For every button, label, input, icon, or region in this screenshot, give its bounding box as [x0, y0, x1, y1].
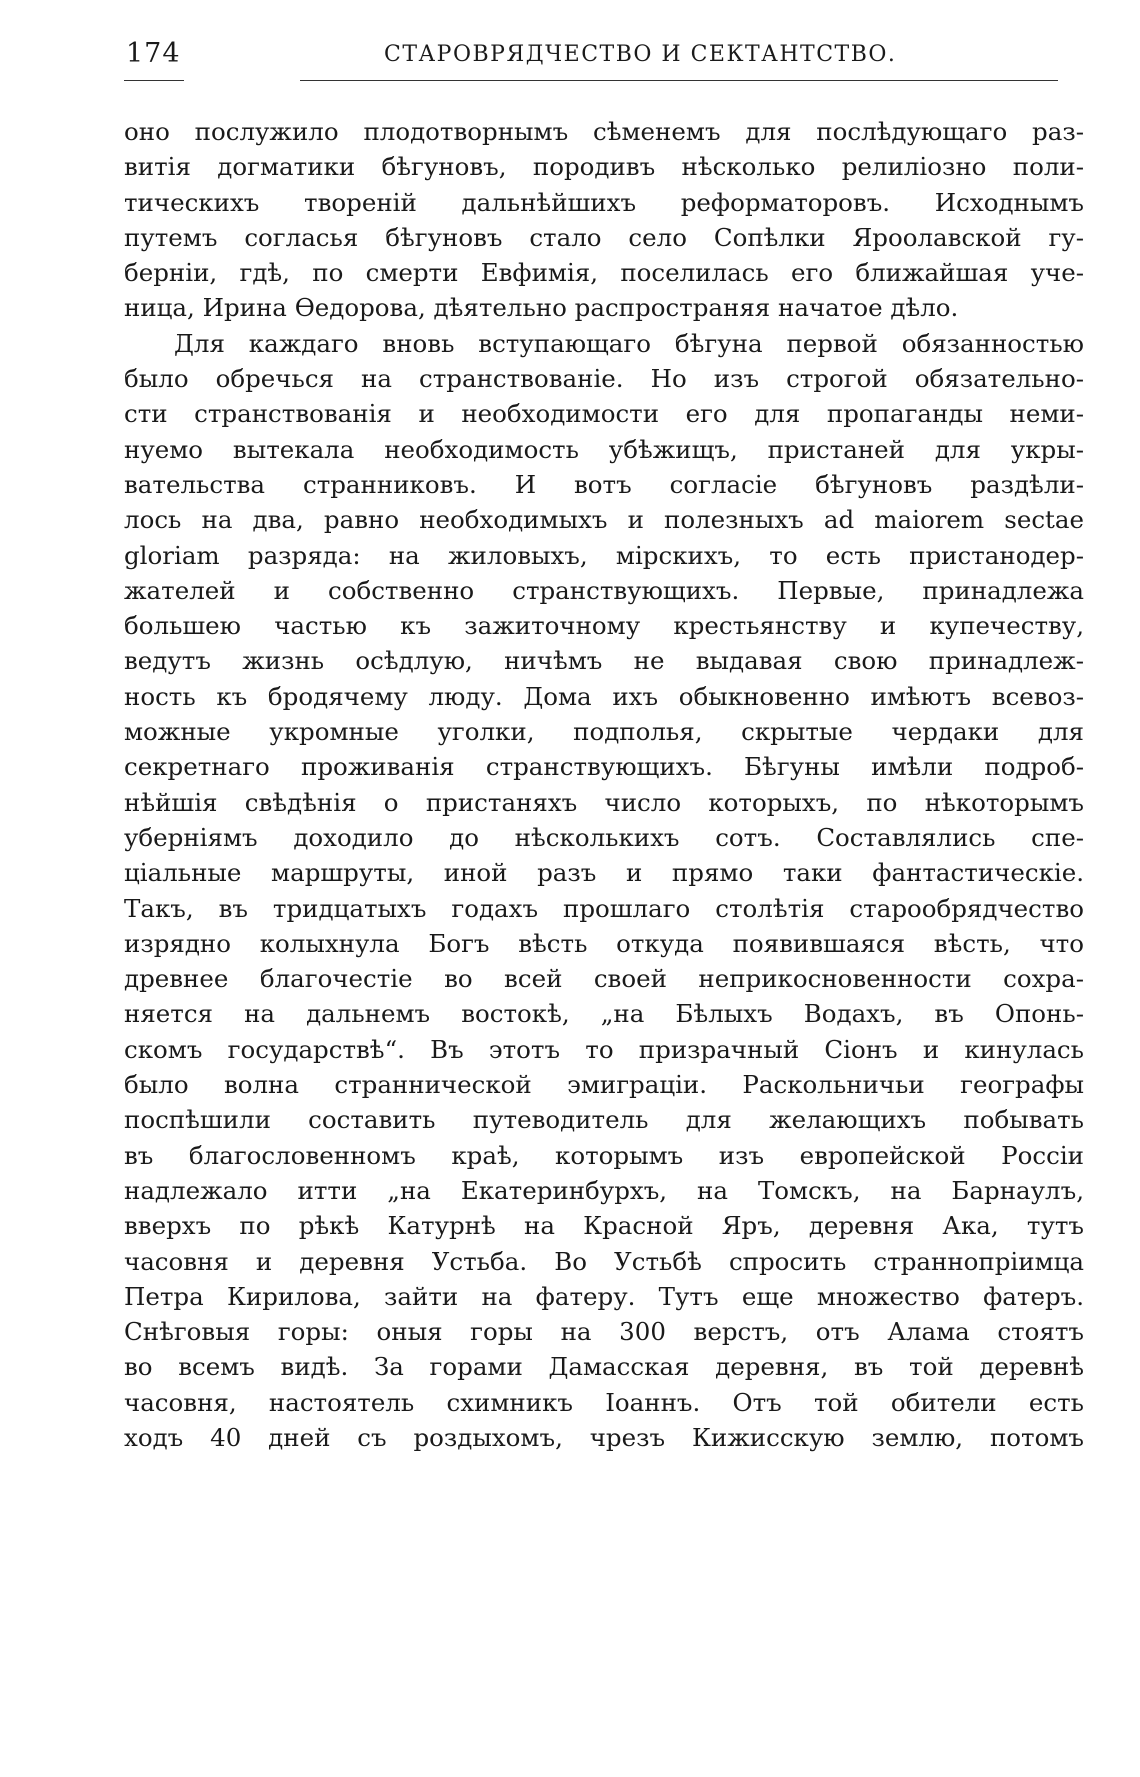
running-title: СТАРОВРЯДЧЕСТВО И СЕКТАНТСТВО. [384, 42, 897, 67]
text-line: Петра Кирилова, зайти на фатеру. Тутъ еще множество фатеръ. [124, 1281, 1084, 1311]
text-line: часовня, настоятель схимникъ Іоаннъ. Отъ той обители есть [124, 1387, 1084, 1417]
text-line: уберніямъ доходило до нѣсколькихъ сотъ. Составлялись спе- [124, 822, 1084, 852]
text-line: нѣйшія свѣдѣнія о пристаняхъ число которыхъ, по нѣкоторымъ [124, 787, 1084, 817]
text-line: путемъ согласья бѣгуновъ стало село Сопѣлки Яроолавской гу- [124, 222, 1084, 252]
text-line: скомъ государствѣ“. Въ этотъ то призрачный Сіонъ и кинулась [124, 1034, 1084, 1064]
text-line: сти странствованія и необходимости его для пропаганды неми- [124, 399, 1084, 429]
text-line: gloriam разряда: на жиловыхъ, мірскихъ, то есть пристанодер- [124, 540, 1084, 570]
text-line: няется на дальнемъ востокѣ, „на Бѣлыхъ Водахъ, въ Опонь- [124, 999, 1084, 1029]
header-rule-long [300, 80, 1058, 81]
text-line: ность къ бродячему люду. Дома ихъ обыкновенно имѣютъ всевоз- [124, 681, 1084, 711]
text-line: ница, Ирина Өедорова, дѣятельно распространяя начатое дѣло. [124, 293, 959, 323]
text-line: ведутъ жизнь осѣдлую, ничѣмъ не выдавая свою принадлеж- [124, 646, 1084, 676]
text-line: жателей и собственно странствующихъ. Первые, принадлежа [124, 575, 1084, 605]
text-line: поспѣшили составить путеводитель для желающихъ побывать [124, 1105, 1084, 1135]
page-number: 174 [126, 38, 181, 69]
text-line: берніи, гдѣ, по смерти Евфимія, поселилась его ближайшая уче- [124, 258, 1084, 288]
text-line: было обречься на странствованіе. Но изъ строгой обязательно- [124, 364, 1084, 394]
text-line: ходъ 40 дней съ роздыхомъ, чрезъ Кижисскую землю, потомъ [124, 1422, 1084, 1452]
header-rule-short [124, 80, 184, 81]
text-line: часовня и деревня Устьба. Во Устьбѣ спросить страннопріимца [124, 1246, 1084, 1276]
text-line: можные укромные уголки, подполья, скрытые чердаки для [124, 717, 1084, 747]
text-line: изрядно колыхнула Богъ вѣсть откуда появившаяся вѣсть, что [124, 928, 1084, 958]
text-line: вверхъ по рѣкѣ Катурнѣ на Красной Яръ, деревня Ака, тутъ [124, 1211, 1084, 1241]
text-line: ціальные маршруты, иной разъ и прямо таки фантастическіе. [124, 858, 1084, 888]
text-line: Снѣговыя горы: оныя горы на 300 верстъ, отъ Алама стоятъ [124, 1317, 1084, 1347]
text-line: въ благословенномъ краѣ, которымъ изъ европейской Россіи [124, 1140, 1084, 1170]
text-line: витія догматики бѣгуновъ, породивъ нѣсколько релиліозно поли- [124, 152, 1084, 182]
text-line: вательства странниковъ. И вотъ согласіе бѣгуновъ раздѣли- [124, 469, 1084, 499]
text-line: нуемо вытекала необходимость убѣжищъ, пристаней для укры- [124, 434, 1084, 464]
text-line: тическихъ твореній дальнѣйшихъ реформаторовъ. Исходнымъ [124, 187, 1084, 217]
text-line: лось на два, равно необходимыхъ и полезныхъ ad maiorem sectae [124, 505, 1084, 535]
text-line: древнее благочестіе во всей своей неприкосновенности сохра- [124, 964, 1084, 994]
text-line: секретнаго проживанія странствующихъ. Бѣгуны имѣли подроб- [124, 752, 1084, 782]
text-line: оно послужило плодотворнымъ сѣмeнемъ для послѣдующаго раз- [124, 117, 1084, 146]
body-text [124, 114, 1084, 1455]
text-line: Для каждаго вновь вступающаго бѣгуна первой обязанностью [174, 328, 1084, 358]
running-head [126, 34, 1086, 74]
text-line: было волна страннической эмиграціи. Раскольничьи географы [124, 1070, 1084, 1100]
text-line: во всемъ видѣ. За горами Дамасская деревня, въ той деревнѣ [124, 1352, 1084, 1382]
text-line: надлежало итти „на Екатеринбурхъ, на Томскъ, на Барнаулъ, [124, 1175, 1084, 1205]
text-line: большею частью къ зажиточному крестьянству и купечеству, [124, 611, 1084, 641]
text-line: Такъ, въ тридцатыхъ годахъ прошлаго столѣтія старообрядчество [124, 893, 1084, 923]
